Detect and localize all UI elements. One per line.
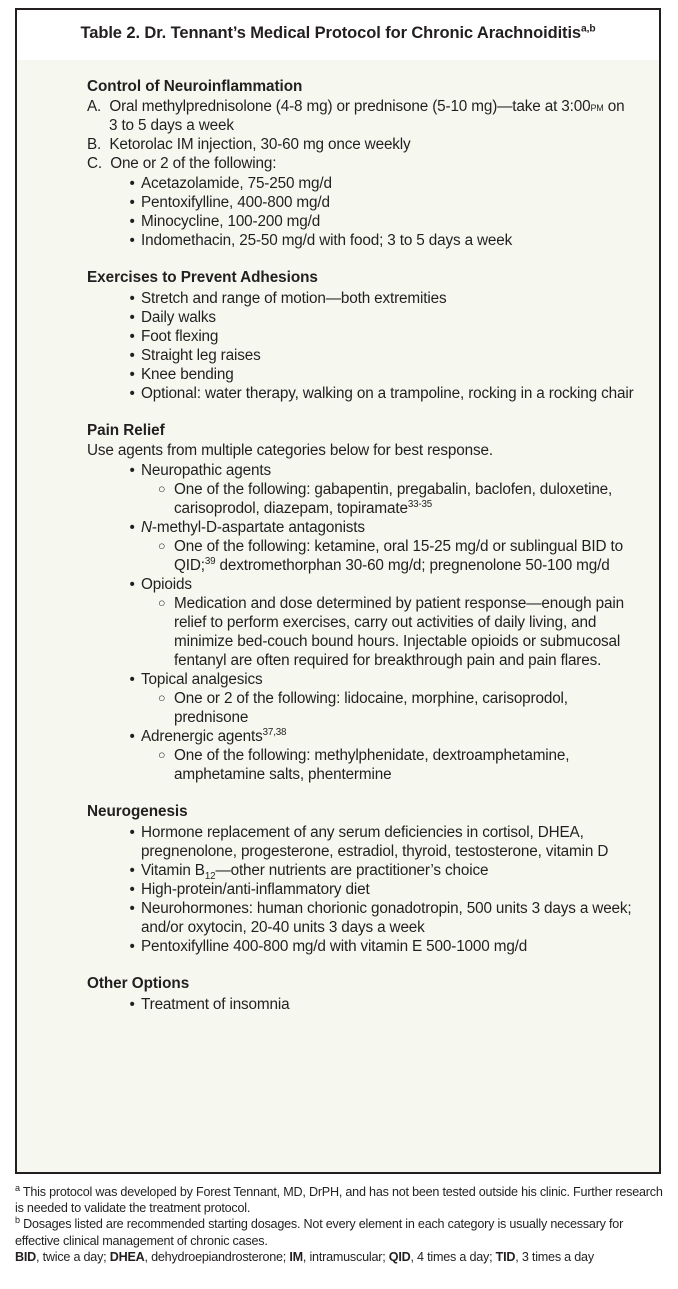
section-intro: Use agents from multiple categories below for best response. (87, 441, 493, 459)
abbrev-term: BID (15, 1249, 37, 1264)
list-item (130, 995, 635, 1014)
bullet-dot-icon: • (129, 461, 135, 479)
list-item-label: Daily walks (141, 308, 216, 326)
list-item (130, 384, 635, 403)
bullet-circle-icon: ○ (158, 691, 166, 705)
sub-bullet-list (141, 480, 635, 518)
sub-list-item (158, 537, 635, 575)
sub-bullet-list (141, 537, 635, 575)
bullet-dot-icon: • (129, 384, 135, 402)
sub-list-item (158, 689, 635, 727)
bullet-dot-icon: • (129, 900, 135, 918)
bullet-dot-icon: • (129, 728, 135, 746)
abbrev-term: TID (495, 1249, 516, 1264)
table-title-text: Table 2. Dr. Tennant’s Medical Protocol for Chronic Arachnoiditis (80, 24, 582, 42)
bullet-dot-icon: • (129, 518, 135, 536)
lettered-item: C. One or 2 of the following: (87, 154, 277, 172)
bullet-list (87, 823, 635, 956)
bullet-dot-icon: • (129, 174, 135, 192)
abbrev-term: IM (289, 1249, 303, 1264)
list-item (130, 880, 635, 899)
section-heading: Exercises to Prevent Adhesions (87, 268, 318, 286)
footnote-b (15, 1216, 670, 1248)
footnote-a (15, 1184, 670, 1216)
list-item-label: High-protein/anti-inflammatory diet (141, 881, 370, 899)
bullet-dot-icon: • (129, 308, 135, 326)
bullet-dot-icon: • (129, 365, 135, 383)
list-item-label: Knee bending (141, 365, 234, 383)
list-item (130, 727, 635, 784)
bullet-dot-icon: • (129, 996, 135, 1013)
list-item (130, 289, 635, 308)
section-heading: Other Options (87, 975, 190, 993)
list-item-label: Foot flexing (141, 327, 219, 345)
list-item (129, 861, 635, 883)
sub-list-item (158, 594, 635, 670)
list-item-label: N-methyl-D-aspartate antagonists (141, 518, 365, 536)
list-item-label: Neurohormones: human chorionic gonadotropin, 500 units 3 days a week; and/or oxytocin, 20-40 units 3 days a week (141, 900, 632, 937)
sub-bullet-list (141, 746, 635, 784)
list-item-label: Optional: water therapy, walking on a trampoline, rocking in a rocking chair (141, 384, 634, 402)
list-item (130, 518, 635, 575)
list-item-label: Hormone replacement of any serum deficiencies in cortisol, DHEA, pregnenolone, progesterone, estradiol, thyroid, testosterone, vitamin D (141, 823, 609, 860)
bullet-dot-icon: • (129, 823, 135, 841)
list-item-label: Treatment of insomnia (141, 996, 290, 1013)
abbrev-term: QID (388, 1249, 411, 1264)
bullet-dot-icon: • (129, 231, 135, 249)
list-item (130, 327, 635, 346)
lettered-item: A. Oral methylprednisolone (4-8 mg) or prednisone (5-10 mg)—take at 3:00pm on 3 to 5 days a week (87, 97, 625, 134)
list-item-label: Acetazolamide, 75-250 mg/d (141, 174, 332, 192)
bullet-dot-icon: • (129, 938, 135, 956)
section-exercises-to-prevent-adhesions (87, 269, 635, 403)
footnote-b-text: Dosages listed are recommended starting dosages. Not every element in each category is usually necessary for effective clinical management of chronic cases. (15, 1217, 624, 1248)
abbrev-term: DHEA (109, 1249, 145, 1264)
list-item (130, 937, 635, 956)
sub-list-item-label: One of the following: methylphenidate, dextroamphetamine, amphetamine salts, phentermine (174, 747, 570, 784)
list-item-label: Opioids (141, 575, 192, 593)
footnote-a-text: This protocol was developed by Forest Tennant, MD, DrPH, and has not been tested outside his clinic. Further research is needed to validate the treatment protocol. (15, 1185, 663, 1216)
page-title (62, 23, 614, 44)
bullet-dot-icon: • (129, 289, 135, 307)
sub-bullet-list (141, 594, 635, 670)
table-title-superscript: a,b (581, 23, 596, 35)
list-item-label: Stretch and range of motion—both extremities (141, 289, 447, 307)
list-item-label: Neuropathic agents (141, 461, 271, 479)
section-heading: Pain Relief (87, 421, 165, 439)
sub-list-item (158, 746, 635, 784)
abbrev-def: , intramuscular; (302, 1249, 389, 1264)
list-item-label: Pentoxifylline 400-800 mg/d with vitamin E 500-1000 mg/d (141, 938, 528, 956)
section-control-of-neuroinflammation (87, 78, 635, 250)
footnote-abbreviations (15, 1249, 670, 1265)
section-pain-relief (87, 422, 635, 784)
list-item-label: Pentoxifylline, 400-800 mg/d (141, 193, 330, 211)
bullet-dot-icon: • (129, 670, 135, 688)
bullet-dot-icon: • (129, 881, 135, 899)
sub-list-item (158, 480, 635, 518)
list-item (130, 575, 635, 670)
section-heading: Control of Neuroinflammation (87, 78, 303, 96)
bullet-dot-icon: • (129, 327, 135, 345)
list-item (130, 212, 635, 231)
list-item (130, 193, 635, 212)
table-body (17, 60, 659, 1024)
list-item-label: Indomethacin, 25-50 mg/d with food; 3 to 5 days a week (141, 231, 513, 249)
table-header (17, 10, 659, 60)
list-item (130, 346, 635, 365)
list-item-label: Adrenergic agents$^{37,38}$ (141, 726, 287, 746)
sub-list-item-label: One or 2 of the following: lidocaine, morphine, carisoprodol, prednisone (174, 690, 568, 727)
abbrev-def: , dehydroepiandrosterone; (144, 1249, 290, 1264)
list-item-label: Topical analgesics (141, 670, 263, 688)
abbrev-def: , 3 times a day (515, 1249, 594, 1264)
list-item-label: Vitamin $B_{12}—other$ nutrients are practitioner’s choice (141, 862, 489, 883)
list-item-label: Minocycline, 100-200 mg/d (141, 212, 321, 230)
list-item (130, 308, 635, 327)
bullet-list (87, 289, 635, 403)
bullet-dot-icon: • (129, 212, 135, 230)
lettered-item: B. Ketorolac IM injection, 30-60 mg once weekly (87, 135, 411, 153)
section-other-options (87, 975, 635, 1014)
list-item-label: Straight leg raises (141, 346, 261, 364)
bullet-dot-icon: • (129, 862, 135, 880)
bullet-list (87, 995, 635, 1014)
list-item (130, 365, 635, 384)
sub-list-item-label: One of the following: ketamine, oral 15-25 mg/d or sublingual BID to QID;$^{39}$ dextromethorphan 30-60 mg/d; pregnenolone 50-100 mg/d (174, 537, 623, 574)
list-item (130, 174, 635, 193)
bullet-list (87, 461, 635, 785)
bullet-dot-icon: • (129, 575, 135, 593)
list-item (130, 899, 635, 937)
bullet-circle-icon: ○ (158, 481, 166, 496)
abbrev-def: , twice a day; (36, 1249, 110, 1264)
list-item (130, 461, 635, 518)
abbrev-def: , 4 times a day; (410, 1249, 496, 1264)
footnotes (15, 1184, 670, 1265)
bullet-circle-icon: ○ (158, 748, 166, 763)
section-neurogenesis (87, 803, 635, 956)
bullet-dot-icon: • (129, 346, 135, 364)
footnote-b-marker: b (15, 1215, 20, 1226)
sub-bullet-list (141, 689, 635, 727)
bullet-list (87, 174, 635, 250)
sub-list-item-label: One of the following: gabapentin, pregabalin, baclofen, duloxetine, carisoprodol, diazepam, topiramate$^{33-35}$ (174, 480, 613, 517)
protocol-table-box (15, 8, 661, 1174)
list-item (130, 231, 635, 250)
sub-list-item-label: Medication and dose determined by patient response—enough pain relief to perform exercises, carry out activities of daily living, and minimize bed-couch bound hours. Injectable opioids or submucosal fentanyl are often required for breakthrough pain and pain flares. (174, 594, 624, 669)
bullet-dot-icon: • (129, 193, 135, 211)
bullet-circle-icon: ○ (158, 595, 166, 610)
footnote-a-marker: a (15, 1182, 20, 1193)
list-item (130, 670, 635, 727)
section-heading: Neurogenesis (87, 803, 188, 821)
bullet-circle-icon: ○ (158, 538, 166, 553)
list-item (130, 823, 635, 861)
